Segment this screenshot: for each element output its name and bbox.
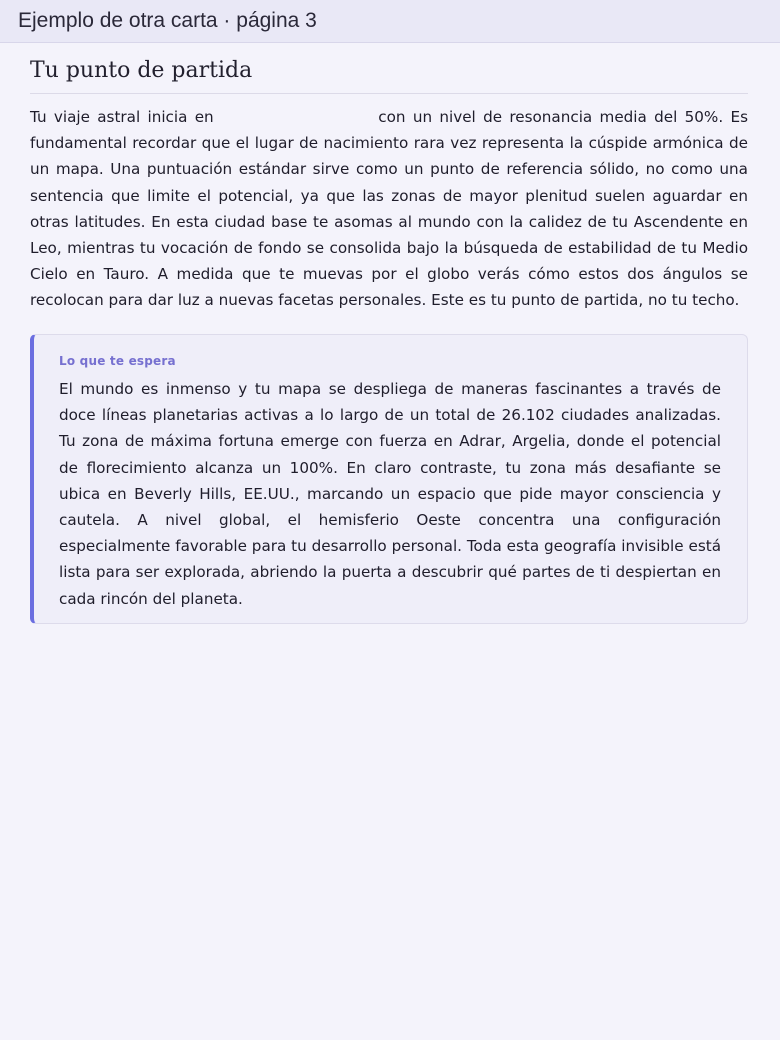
page-header-title: Ejemplo de otra carta · página 3 [18, 9, 317, 32]
callout-box [30, 334, 748, 624]
main-content [30, 44, 748, 608]
page-header [0, 0, 780, 43]
intro-paragraph [30, 104, 748, 314]
callout-label: Lo que te espera [59, 354, 176, 368]
intro-text-rest: con un nivel de resonancia media del 50%. Es fundamental recordar que el lugar de nacimiento rara vez representa la cúspide armónica de un mapa. Una puntuación estándar sirve como un punto de referencia sólido, no como una sentencia que limite el potencial, ya que las zonas de mayor plenitud suelen aguardar en otras latitudes. En esta ciudad base te asomas al mundo con la calidez de tu Ascendente en Leo, mientras tu vocación de fondo se consolida bajo la búsqueda de estabilidad de tu Medio Cielo en Tauro. A medida que te muevas por el globo verás cómo estos dos ángulos se recolocan para dar luz a nuevas facetas personales. Este es tu punto de partida, no tu techo. [30, 108, 748, 310]
section-title: Tu punto de partida [30, 58, 748, 94]
callout-body: El mundo es inmenso y tu mapa se despliega de maneras fascinantes a través de doce líneas planetarias activas a lo largo de un total de 26.102 ciudades analizadas. Tu zona de máxima fortuna emerge con fuerza en Adrar, Argelia, donde el potencial de florecimiento alcanza un 100%. En claro contraste, tu zona más desafiante se ubica en Beverly Hills, EE.UU., marcando un espacio que pide mayor consciencia y cautela. A nivel global, el hemisferio Oeste concentra una configuración especialmente favorable para tu desarrollo personal. Toda esta geografía invisible está lista para ser explorada, abriendo la puerta a descubrir qué partes de ti despiertan en cada rincón del planeta. [59, 380, 721, 608]
intro-text-start: Tu viaje astral inicia en [30, 108, 214, 126]
